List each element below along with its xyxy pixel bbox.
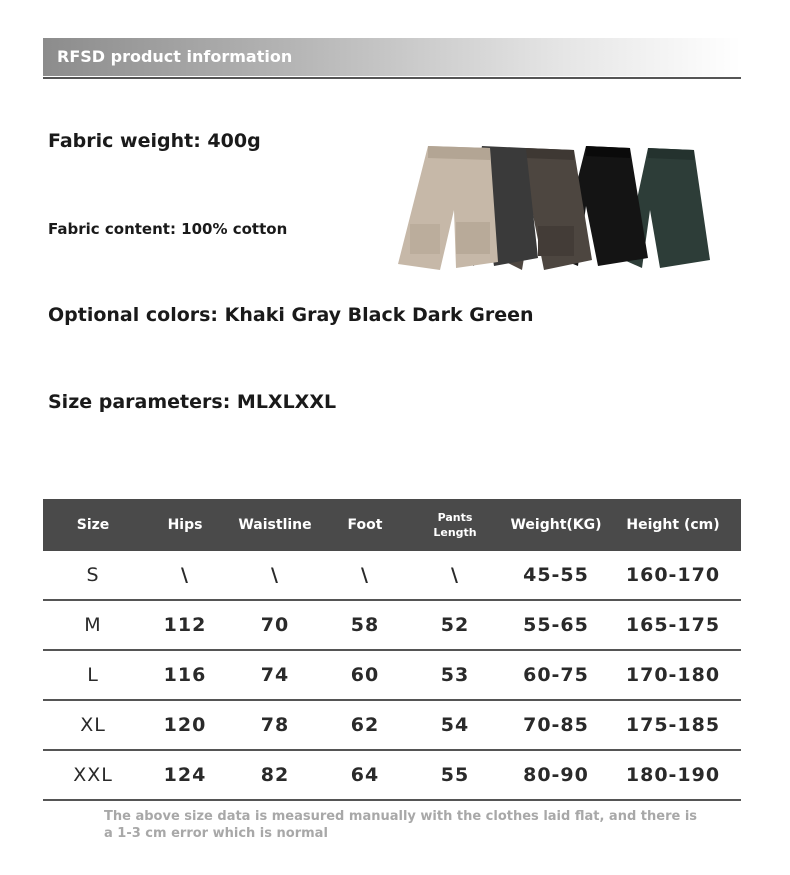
column-header-weight: Weight(KG) xyxy=(510,517,602,533)
cell-height: 175-185 xyxy=(625,714,721,736)
cell-weight: 60-75 xyxy=(523,664,589,686)
cell-foot: 62 xyxy=(350,714,380,736)
column-header-hips: Hips xyxy=(167,517,203,533)
cell-foot: 58 xyxy=(350,614,380,636)
cell-height: 160-170 xyxy=(625,564,721,586)
cell-hips: \ xyxy=(181,564,189,586)
cell-hips: 124 xyxy=(163,764,207,786)
cell-size: S xyxy=(86,564,100,586)
column-header-foot: Foot xyxy=(347,517,383,533)
cell-waistline: 70 xyxy=(260,614,290,636)
cell-foot: 60 xyxy=(350,664,380,686)
cell-pants-length: \ xyxy=(451,564,459,586)
table-header-row xyxy=(43,499,741,551)
fabric-weight-text: Fabric weight: 400g xyxy=(48,130,261,152)
cell-pants-length: 54 xyxy=(440,714,470,736)
header-bar xyxy=(43,38,741,76)
table-row xyxy=(43,701,741,751)
cell-foot: 64 xyxy=(350,764,380,786)
cell-size: XL xyxy=(80,714,106,736)
header-divider xyxy=(43,77,741,79)
shorts-product-image xyxy=(398,140,714,290)
cell-waistline: 78 xyxy=(260,714,290,736)
cell-size: L xyxy=(87,664,99,686)
cell-size: M xyxy=(84,614,102,636)
size-parameters-text: Size parameters: MLXLXXL xyxy=(48,391,337,413)
page-title: RFSD product information xyxy=(57,47,293,66)
column-header-waistline: Waistline xyxy=(238,517,312,533)
cell-hips: 112 xyxy=(163,614,207,636)
table-row xyxy=(43,551,741,601)
measurement-footnote: The above size data is measured manually with the clothes laid flat, and there is a 1-3 cm error which is normal xyxy=(104,809,698,841)
cell-foot: \ xyxy=(361,564,369,586)
shorts-khaki xyxy=(398,146,498,270)
cell-pants-length: 53 xyxy=(440,664,470,686)
cell-hips: 116 xyxy=(163,664,207,686)
table-row xyxy=(43,651,741,701)
cell-waistline: \ xyxy=(271,564,279,586)
size-table xyxy=(43,499,741,801)
column-header-size: Size xyxy=(76,517,110,533)
cell-weight: 70-85 xyxy=(523,714,589,736)
optional-colors-text: Optional colors: Khaki Gray Black Dark Green xyxy=(48,304,534,326)
cell-waistline: 82 xyxy=(260,764,290,786)
cell-weight: 45-55 xyxy=(523,564,589,586)
column-header-pants-length: Pants Length xyxy=(433,511,477,539)
table-row xyxy=(43,601,741,651)
column-header-height: Height (cm) xyxy=(626,517,720,533)
cell-height: 165-175 xyxy=(625,614,721,636)
cell-size: XXL xyxy=(73,764,113,786)
cell-pants-length: 52 xyxy=(440,614,470,636)
cell-pants-length: 55 xyxy=(440,764,470,786)
cell-waistline: 74 xyxy=(260,664,290,686)
cell-weight: 80-90 xyxy=(523,764,589,786)
cell-height: 170-180 xyxy=(625,664,721,686)
fabric-content-text: Fabric content: 100% cotton xyxy=(48,220,288,238)
cell-weight: 55-65 xyxy=(523,614,589,636)
table-row xyxy=(43,751,741,801)
cell-hips: 120 xyxy=(163,714,207,736)
cell-height: 180-190 xyxy=(625,764,721,786)
